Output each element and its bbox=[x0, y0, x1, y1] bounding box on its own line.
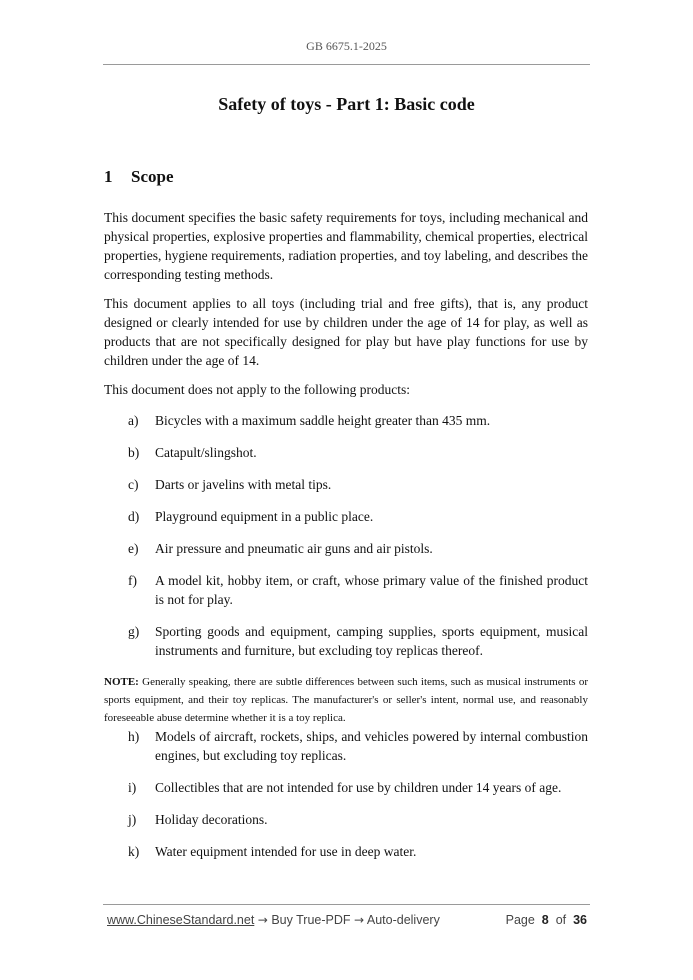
item-text: Bicycles with a maximum saddle height greater than 435 mm. bbox=[155, 413, 491, 428]
list-item bbox=[104, 810, 588, 829]
note bbox=[104, 673, 588, 727]
item-text: A model kit, hobby item, or craft, whose primary value of the finished product is not for play. bbox=[155, 573, 588, 607]
current-page-number: 8 bbox=[541, 913, 549, 927]
page-footer bbox=[107, 913, 587, 927]
exclusion-list bbox=[104, 411, 588, 660]
scope-paragraph: This document specifies the basic safety requirements for toys, including mechanical and physical properties, explosive properties and flammability, chemical properties, electrical properties, hygiene requirements, radiation properties, and toy labeling, and describes the corresponding testing methods. bbox=[104, 210, 588, 282]
item-marker: j) bbox=[128, 812, 137, 827]
list-item bbox=[104, 539, 588, 558]
list-item bbox=[104, 622, 588, 660]
arrow-right-icon: → bbox=[257, 913, 268, 927]
list-item bbox=[104, 778, 588, 797]
item-marker: c) bbox=[128, 477, 139, 492]
total-pages-number: 36 bbox=[573, 913, 587, 927]
section-title: Scope bbox=[131, 167, 174, 186]
note-text: Generally speaking, there are subtle differences between such items, such as musical instruments or sports equipment, and their toy replicas. The manufacturer's or seller's intent, normal use, and reasonably foreseeable abuse determine whether it is a toy replica. bbox=[104, 676, 588, 724]
item-marker: d) bbox=[128, 509, 140, 524]
item-marker: a) bbox=[128, 413, 139, 428]
arrow-right-icon: → bbox=[354, 913, 365, 927]
header-divider bbox=[103, 64, 590, 65]
of-word: of bbox=[555, 913, 567, 927]
note-label: NOTE: bbox=[104, 676, 139, 688]
item-marker: h) bbox=[128, 729, 140, 744]
list-item bbox=[104, 571, 588, 609]
item-text: Sporting goods and equipment, camping supplies, sports equipment, musical instruments and furniture, but excluding toy replicas thereof. bbox=[155, 624, 588, 658]
document-body bbox=[104, 208, 588, 874]
item-marker: k) bbox=[128, 844, 140, 859]
list-item bbox=[104, 411, 588, 430]
list-item bbox=[104, 507, 588, 526]
item-text: Collectibles that are not intended for use by children under 14 years of age. bbox=[155, 780, 562, 795]
section-number: 1 bbox=[104, 167, 113, 186]
list-item bbox=[104, 842, 588, 861]
item-marker: g) bbox=[128, 624, 140, 639]
item-text: Catapult/slingshot. bbox=[155, 445, 257, 460]
item-text: Water equipment intended for use in deep water. bbox=[155, 844, 417, 859]
exclusions-intro: This document does not apply to the following products: bbox=[104, 382, 410, 397]
list-item bbox=[104, 727, 588, 765]
exclusion-list-continued bbox=[104, 727, 588, 861]
item-text: Darts or javelins with metal tips. bbox=[155, 477, 332, 492]
item-text: Models of aircraft, rockets, ships, and vehicles powered by internal combustion engines, but excluding toy replicas. bbox=[155, 729, 588, 763]
list-item bbox=[104, 475, 588, 494]
footer-divider bbox=[103, 904, 590, 905]
auto-delivery-link[interactable]: Auto-delivery bbox=[366, 913, 440, 927]
page-header-code: GB 6675.1-2025 bbox=[306, 39, 387, 53]
item-marker: f) bbox=[128, 573, 137, 588]
item-text: Playground equipment in a public place. bbox=[155, 509, 374, 524]
applicability-paragraph: This document applies to all toys (including trial and free gifts), that is, any product designed or clearly intended for use by children under the age of 14 for play, as well as products that are not specifically designed for play but have play functions for use by children under the age of 14. bbox=[104, 296, 588, 368]
section-heading bbox=[104, 167, 174, 187]
buy-pdf-link[interactable]: Buy True-PDF bbox=[271, 913, 351, 927]
page-indicator bbox=[506, 913, 587, 927]
site-link[interactable]: www.ChineseStandard.net bbox=[107, 913, 255, 927]
list-item bbox=[104, 443, 588, 462]
document-title: Safety of toys - Part 1: Basic code bbox=[218, 94, 475, 114]
page-word: Page bbox=[505, 913, 535, 927]
item-marker: e) bbox=[128, 541, 139, 556]
item-marker: b) bbox=[128, 445, 140, 460]
item-text: Holiday decorations. bbox=[155, 812, 268, 827]
item-marker: i) bbox=[128, 780, 137, 795]
item-text: Air pressure and pneumatic air guns and air pistols. bbox=[155, 541, 433, 556]
